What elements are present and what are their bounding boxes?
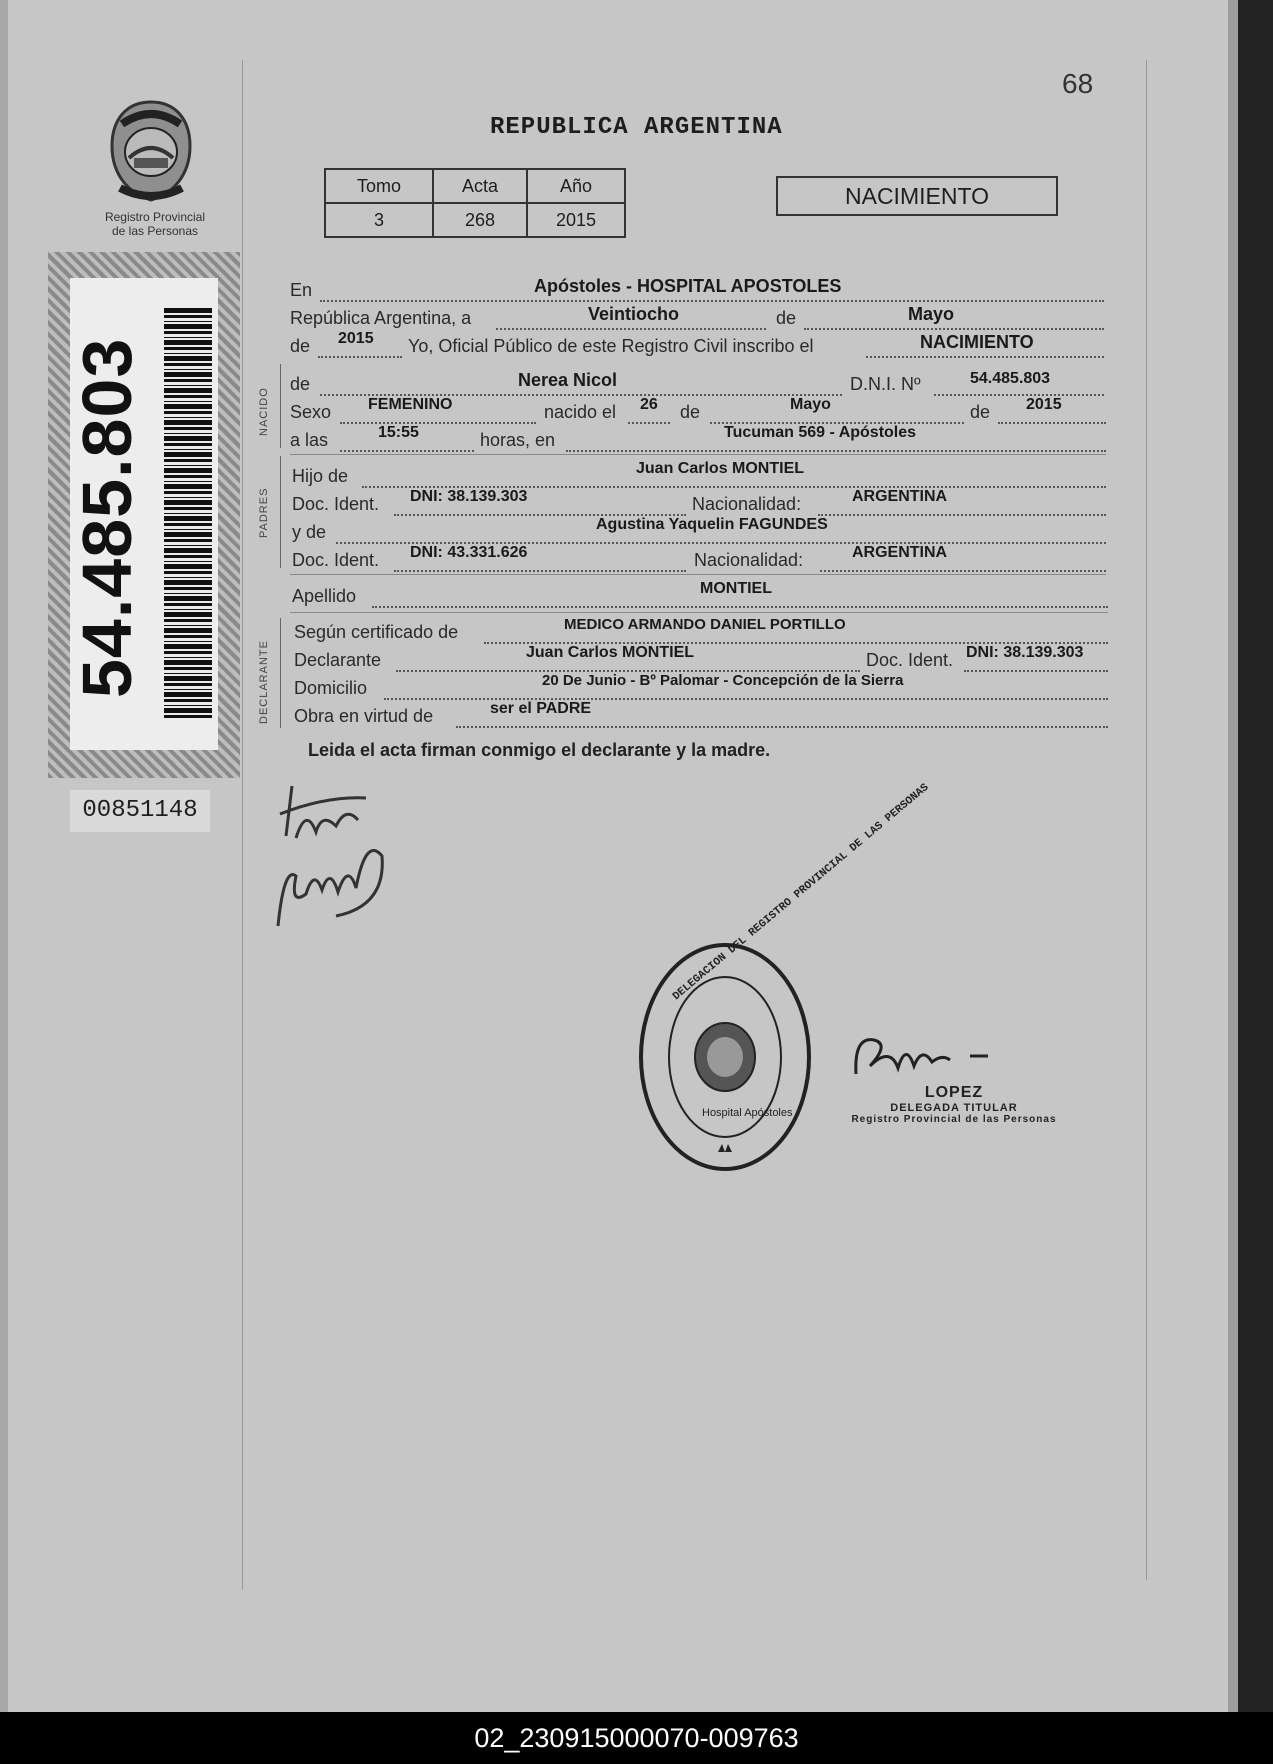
- registry-name-line2: de las Personas: [111, 224, 199, 238]
- barcode: [164, 308, 212, 718]
- record-type-box: NACIMIENTO: [776, 176, 1058, 216]
- ref-value-acta: 268: [433, 203, 527, 237]
- section-label-nacido: NACIDO: [258, 387, 270, 436]
- value-acto: NACIMIENTO: [920, 332, 1034, 352]
- label-doc-ident-madre: Doc. Ident.: [292, 550, 380, 570]
- value-lugar-nac: Tucuman 569 - Apóstoles: [724, 424, 917, 441]
- label-doc-ident-declarante: Doc. Ident.: [866, 650, 954, 670]
- label-declarante: Declarante: [294, 650, 382, 670]
- label-republica: República Argentina, a: [290, 308, 472, 328]
- value-mes-nac: Mayo: [790, 396, 831, 413]
- value-dia-registro: Veintiocho: [588, 304, 680, 324]
- page-number: 68: [1062, 68, 1094, 99]
- seal-ring-text: DELEGACION DEL REGISTRO PROVINCIAL DE LAS PERSONAS: [670, 781, 932, 1004]
- ref-header-tomo: Tomo: [325, 169, 433, 203]
- value-nombre: Nerea Nicol: [518, 370, 618, 390]
- reference-table: [324, 168, 626, 238]
- seal-center-text: Hospital Apóstoles: [702, 1107, 793, 1119]
- scan-id-footer: 02_230915000070-009763: [0, 1712, 1273, 1764]
- value-lugar: Apóstoles - HOSPITAL APOSTOLES: [534, 276, 842, 296]
- value-madre-nac: ARGENTINA: [852, 544, 948, 561]
- official-stamp: [842, 1084, 1066, 1125]
- field-mes-nac: [710, 402, 964, 424]
- value-padre: Juan Carlos MONTIEL: [636, 460, 805, 477]
- value-mes-registro: Mayo: [908, 304, 955, 324]
- official-signature: [850, 1026, 1000, 1082]
- ref-header-anio: Año: [527, 169, 625, 203]
- ref-value-tomo: 3: [325, 203, 433, 237]
- official-stamp-name: LOPEZ: [924, 1084, 984, 1101]
- registry-name: [80, 210, 230, 238]
- value-certificado: MEDICO ARMANDO DANIEL PORTILLO: [564, 616, 846, 633]
- value-domicilio: 20 De Junio - Bº Palomar - Concepción de la Sierra: [542, 672, 904, 689]
- declarant-signature: [266, 776, 406, 936]
- label-de-mes-nac: de: [680, 402, 701, 422]
- label-nacido-el: nacido el: [544, 402, 617, 422]
- value-declarante-doc: DNI: 38.139.303: [966, 644, 1084, 661]
- label-yo-oficial: Yo, Oficial Público de este Registro Civil inscribo el: [408, 336, 814, 356]
- label-de-anio-nac: de: [970, 402, 991, 422]
- registry-logo: [96, 96, 206, 206]
- official-stamp-title: DELEGADA TITULAR: [890, 1102, 1018, 1114]
- closing-statement: Leida el acta firman conmigo el declarante y la madre.: [308, 740, 771, 760]
- ref-value-anio: 2015: [527, 203, 625, 237]
- label-segun-certificado: Según certificado de: [294, 622, 459, 642]
- dni-label-inner: [70, 278, 218, 750]
- label-de-year: de: [290, 336, 311, 356]
- registry-name-line1: Registro Provincial: [104, 210, 206, 224]
- value-madre: Agustina Yaquelin FAGUNDES: [596, 516, 828, 533]
- label-dni: D.N.I. Nº: [850, 374, 921, 394]
- separator-apellido: [290, 612, 1108, 613]
- official-seal: [636, 781, 932, 1174]
- value-sexo: FEMENINO: [368, 396, 453, 413]
- section-label-padres: PADRES: [258, 487, 270, 538]
- section-bracket-declarante: [280, 618, 281, 728]
- label-apellido: Apellido: [292, 586, 357, 606]
- section-label-declarante: DECLARANTE: [258, 640, 270, 724]
- label-a-las: a las: [290, 430, 329, 450]
- value-dia-nac: 26: [640, 396, 658, 413]
- page-edge: [0, 0, 8, 1712]
- separator-nacido: [290, 454, 1106, 455]
- dni-label-card: [48, 252, 240, 778]
- value-padre-nac: ARGENTINA: [852, 488, 948, 505]
- value-padre-doc: DNI: 38.139.303: [410, 488, 528, 505]
- label-obra: Obra en virtud de: [294, 706, 434, 726]
- label-en: En: [290, 280, 313, 300]
- value-obra: ser el PADRE: [490, 700, 592, 717]
- section-bracket-padres: [280, 456, 281, 568]
- book-binding: [1238, 0, 1273, 1712]
- label-hijo-de: Hijo de: [292, 466, 349, 486]
- dni-vertical-number: 54.485.803: [68, 337, 146, 699]
- label-sexo: Sexo: [290, 402, 332, 422]
- label-de-mes: de: [776, 308, 797, 328]
- serial-number: 00851148: [70, 790, 210, 832]
- separator-padres: [290, 574, 1106, 575]
- value-hora: 15:55: [378, 424, 419, 441]
- label-doc-ident-padre: Doc. Ident.: [292, 494, 380, 514]
- label-nacionalidad-madre: Nacionalidad:: [694, 550, 804, 570]
- value-madre-doc: DNI: 43.331.626: [410, 544, 528, 561]
- country-title: REPUBLICA ARGENTINA: [490, 114, 783, 141]
- right-margin-line: [1146, 60, 1147, 1580]
- label-nacionalidad-padre: Nacionalidad:: [692, 494, 802, 514]
- section-bracket-nacido: [280, 364, 281, 448]
- value-anio-nac: 2015: [1026, 396, 1062, 413]
- value-dni: 54.485.803: [970, 370, 1051, 387]
- value-apellido: MONTIEL: [700, 580, 772, 597]
- coat-of-arms-icon: [96, 96, 206, 206]
- value-declarante: Juan Carlos MONTIEL: [526, 644, 695, 661]
- value-anio-registro: 2015: [338, 330, 374, 347]
- label-horas-en: horas, en: [480, 430, 556, 450]
- margin-line: [242, 60, 243, 1590]
- label-de-nombre: de: [290, 374, 311, 394]
- official-stamp-institution: Registro Provincial de las Personas: [851, 1114, 1057, 1125]
- ref-header-acta: Acta: [433, 169, 527, 203]
- label-y-de: y de: [292, 522, 327, 542]
- label-domicilio: Domicilio: [294, 678, 368, 698]
